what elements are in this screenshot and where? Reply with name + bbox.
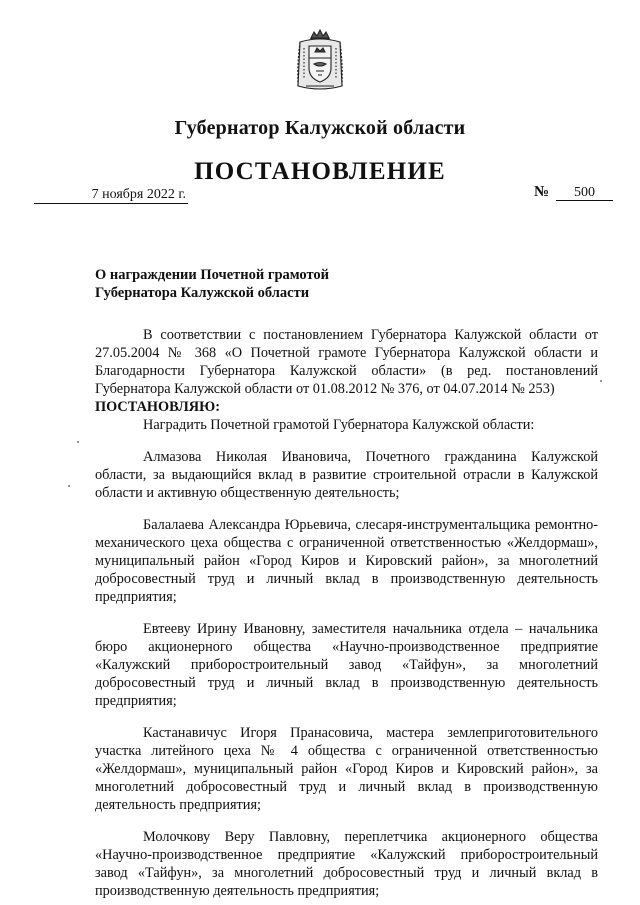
scan-speck — [68, 485, 70, 487]
subject-line-2: Губернатора Калужской области — [95, 285, 310, 301]
scan-speck — [77, 441, 79, 443]
recipient-paragraph: Евтееву Ирину Ивановну, заместителя начальника отдела – начальника бюро акционерного общества «Научно-производственное предприятие «Калужский приборостроительный завод «Тайфун», за многолетний добросовестный труд и личный вклад в производственную деятельность предприятия; — [95, 621, 598, 709]
document-body — [95, 326, 598, 900]
document-date: 7 ноября 2022 г. — [34, 186, 188, 204]
preamble: В соответствии с постановлением Губернатора Калужской области от 27.05.2004 № 368 «О Почетной грамоте Губернатора Калужской области и Благодарности Губернатора Калужской области» (в ред. постановлений Губернатора Калужской области от 01.08.2012 № 376, от 04.07.2014 № 253) — [95, 327, 598, 397]
document-type: ПОСТАНОВЛЕНИЕ — [194, 158, 446, 185]
number-label: № — [534, 184, 550, 200]
recipient-paragraph: Молочкову Веру Павловну, переплетчика акционерного общества «Научно-производственное предприятие «Калужский приборостроительный завод «Тайфун», за многолетний добросовестный труд и личный вклад в производственную деятельность предприятия; — [95, 829, 598, 899]
coat-of-arms-icon — [294, 28, 346, 92]
recipient-paragraph: Алмазова Николая Ивановича, Почетного гражданина Калужской области, за выдающийся вклад в развитие строительной отрасли в Калужской области и активную общественную деятельность; — [95, 449, 598, 501]
subject-line-1: О награждении Почетной грамотой — [95, 267, 330, 283]
document-subject — [95, 266, 329, 302]
award-intro: Наградить Почетной грамотой Губернатора Калужской области: — [143, 417, 535, 433]
governor-title: Губернатор Калужской области — [174, 117, 466, 139]
decree-word: ПОСТАНОВЛЯЮ: — [95, 399, 220, 415]
recipient-paragraph: Кастанавичус Игоря Пранасовича, мастера землеприготовительного участка литейного цеха № 4 общества с ограниченной ответственностью «Желдормаш», муниципальный район «Город Киров и Кировский район», за многолетний добросовестный труд и личный вклад в производственную деятельность предприятия; — [95, 725, 598, 813]
document-number: 500 — [556, 186, 613, 201]
scan-speck — [600, 380, 602, 382]
recipient-paragraph: Балалаева Александра Юрьевича, слесаря-инструментальщика ремонтно-механического цеха общества с ограниченной ответственностью «Желдормаш», муниципальный район «Город Киров и Кировский район», за многолетний добросовестный труд и личный вклад в производственную деятельность предприятия; — [95, 517, 598, 605]
